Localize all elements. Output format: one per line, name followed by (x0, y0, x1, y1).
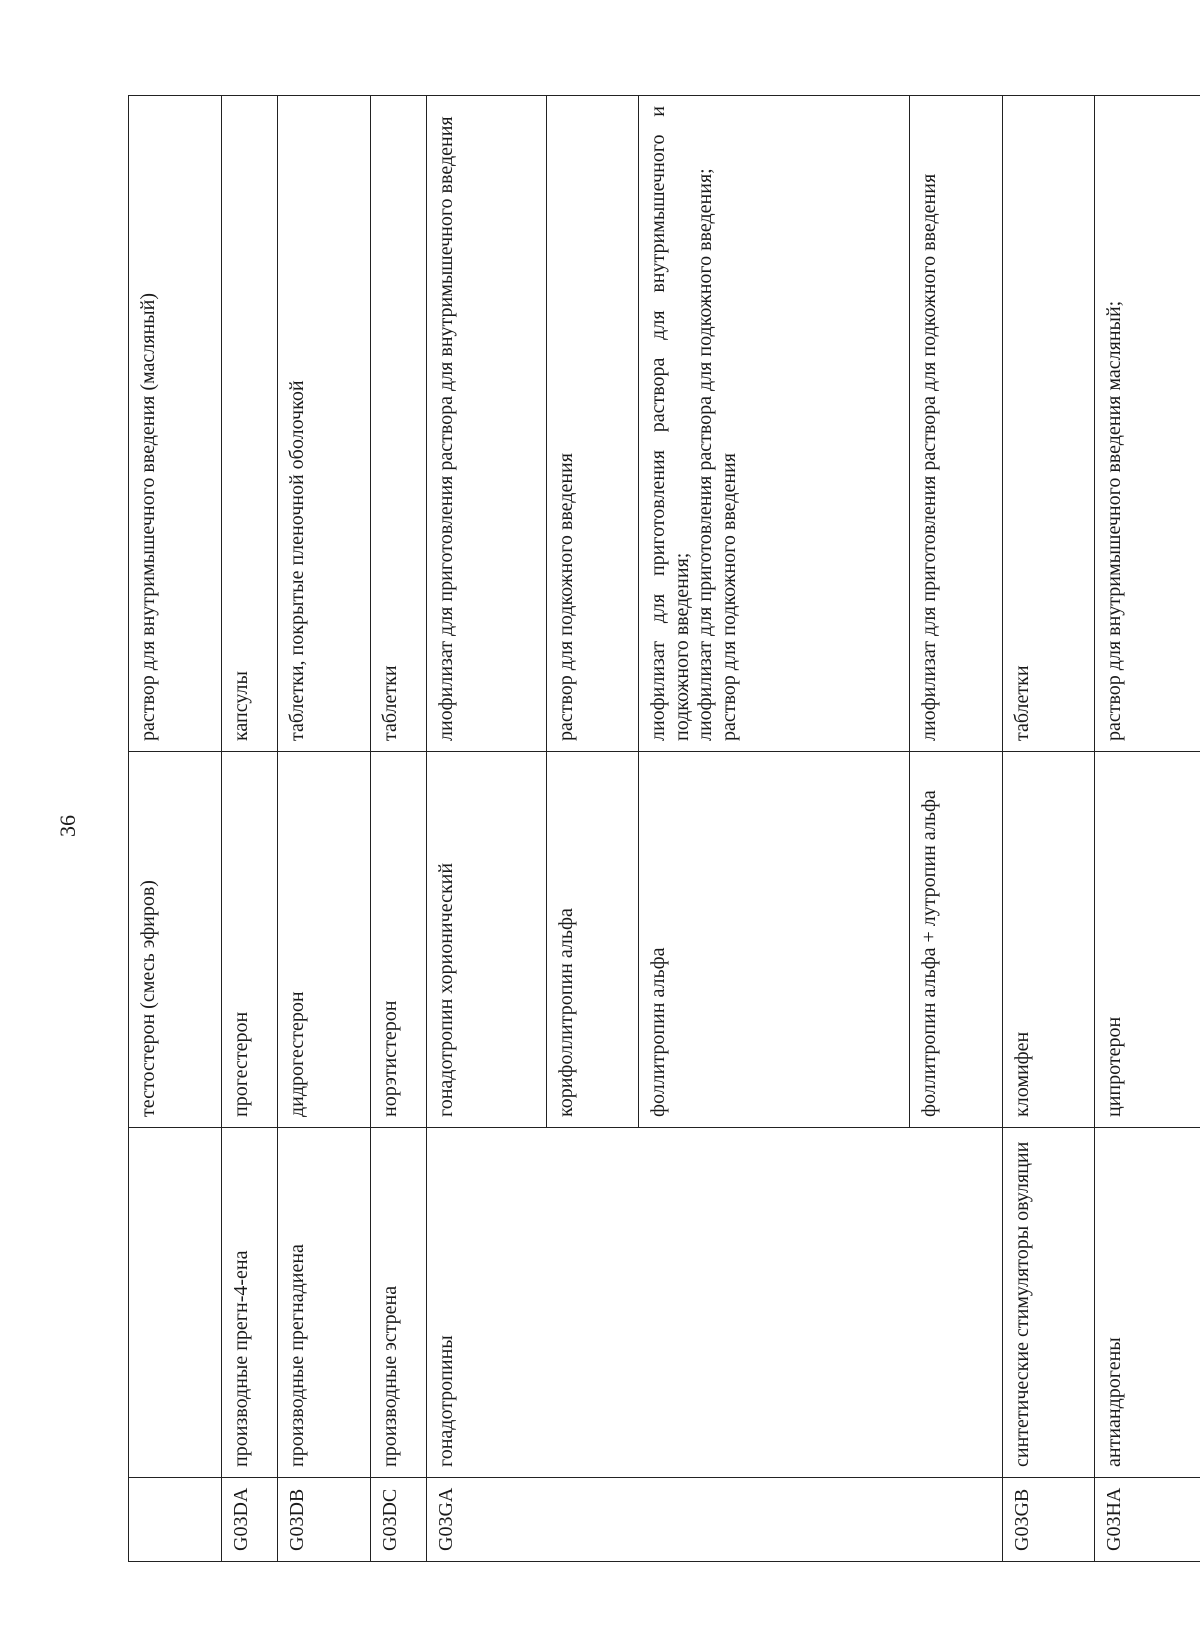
drug-table-frame (128, 96, 1200, 1562)
form-cell: лиофилизат для приготовления раствора для внутримышечного и подкожного введения; лиофилизат для приготовления раствора для подкожного введения; раствор для подкожного введения (639, 96, 910, 752)
drug-cell: фоллитропин альфа + лутропин альфа (909, 752, 1002, 1128)
form-cell: лиофилизат для приготовления раствора для подкожного введения (909, 96, 1002, 752)
group-cell: синтетические стимуляторы овуляции (1002, 1128, 1095, 1478)
group-cell: производные прегн-4-ена (221, 1128, 277, 1478)
page-number: 36 (55, 815, 80, 837)
drug-cell: норэтистерон (370, 752, 426, 1128)
drug-cell: фоллитропин альфа (639, 752, 910, 1128)
drug-table (128, 95, 1200, 1562)
table-row (1002, 96, 1095, 1562)
form-cell: капсулы (221, 96, 277, 752)
group-cell: антиандрогены (1095, 1128, 1200, 1478)
form-cell: раствор для внутримышечного введения (масляный) (129, 96, 222, 752)
drug-cell: тестостерон (смесь эфиров) (129, 752, 222, 1128)
drug-cell: корифоллитропин альфа (546, 752, 639, 1128)
table-row (370, 96, 426, 1562)
drug-cell: прогестерон (221, 752, 277, 1128)
group-cell: производные эстрена (370, 1128, 426, 1478)
atc-code-cell: G03DB (277, 1478, 370, 1562)
drug-cell: ципротерон (1095, 752, 1200, 1128)
table-row (1095, 96, 1200, 1562)
table-row (277, 96, 370, 1562)
form-cell: таблетки (370, 96, 426, 752)
table-row (426, 96, 546, 1562)
form-cell: раствор для внутримышечного введения масляный; (1095, 96, 1200, 752)
atc-code-cell: G03DA (221, 1478, 277, 1562)
group-cell: гонадотропины (426, 1128, 1002, 1478)
atc-code-cell (129, 1478, 222, 1562)
table-row (129, 96, 222, 1562)
group-cell: производные прегнадиена (277, 1128, 370, 1478)
atc-code-cell: G03GB (1002, 1478, 1095, 1562)
group-cell (129, 1128, 222, 1478)
drug-cell: дидрогестерон (277, 752, 370, 1128)
form-cell: таблетки, покрытые пленочной оболочкой (277, 96, 370, 752)
form-cell: лиофилизат для приготовления раствора для внутримышечного введения (426, 96, 546, 752)
form-cell: раствор для подкожного введения (546, 96, 639, 752)
form-cell: таблетки (1002, 96, 1095, 752)
drug-cell: кломифен (1002, 752, 1095, 1128)
table-row (221, 96, 277, 1562)
atc-code-cell: G03GA (426, 1478, 1002, 1562)
atc-code-cell: G03HA (1095, 1478, 1200, 1562)
drug-cell: гонадотропин хорионический (426, 752, 546, 1128)
drug-table-rotator (128, 96, 1200, 1562)
atc-code-cell: G03DC (370, 1478, 426, 1562)
